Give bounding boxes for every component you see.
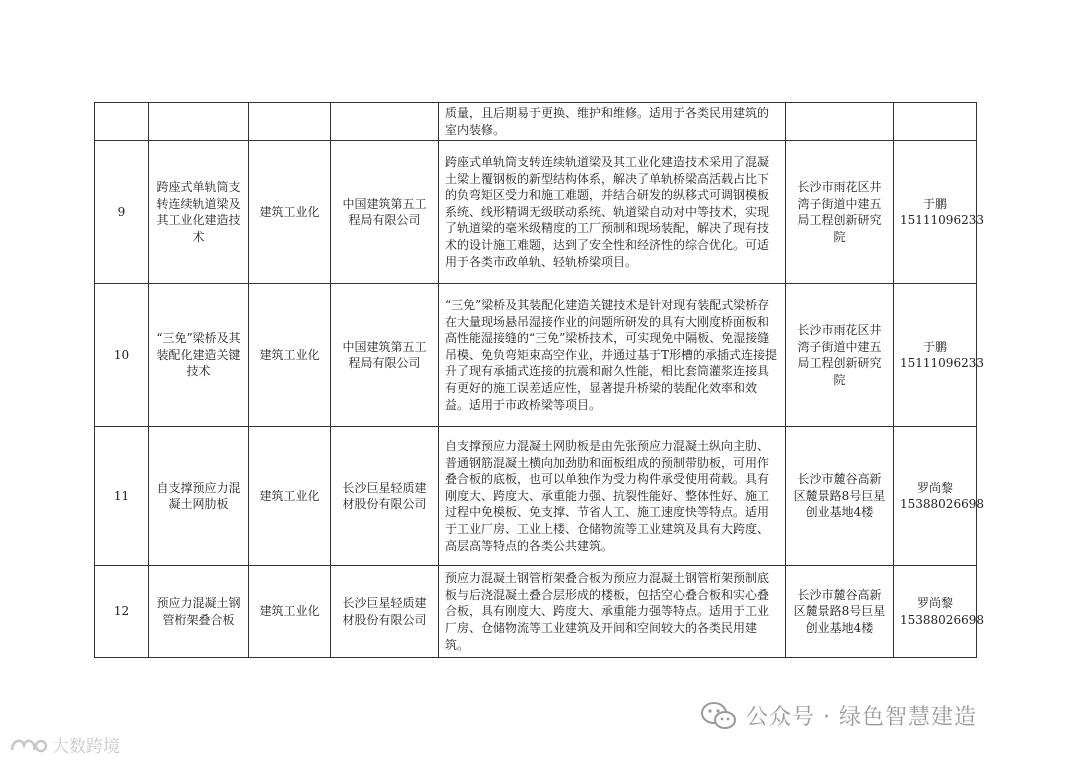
tech-description: “三免”梁桥及其装配化建造关键技术是针对现有装配式梁桥存在大量现场悬吊湿接作业的问题所研发的具有大刚度桥面板和高性能湿接缝的“三免”梁桥技术，可实现免中隔板、免湿接缝吊模、免负弯矩束高空作业，并通过基于T形槽的承插式连接提升了现有承插式连接的抗震和耐久性能，相比套筒灌浆连接具有更好的施工误差适应性，显著提升桥梁的装配化效率和效益。适用于市政桥梁等项目。 [439, 284, 786, 427]
contact-person: 于鹏 [922, 196, 947, 211]
contact-cell [894, 141, 984, 284]
contact-phone: 15111096233 [900, 213, 984, 228]
contact-cell [894, 427, 984, 566]
row-number: 9 [95, 141, 149, 284]
applicant-org: 长沙巨星轻质建材股份有限公司 [331, 566, 439, 658]
contact-phone: 15388026698 [900, 612, 984, 627]
wechat-icon [700, 701, 738, 731]
contact-person: 于鹏 [922, 339, 947, 354]
row-number [95, 103, 149, 141]
row-number: 12 [95, 566, 149, 658]
contact-address: 长沙市麓谷高新区麓景路8号巨星创业基地4楼 [786, 566, 894, 658]
contact-person: 罗尚黎 [916, 480, 953, 495]
table-row [95, 427, 977, 566]
contact-cell [894, 103, 977, 141]
tech-name: 自支撑预应力混凝土网肋板 [149, 427, 249, 566]
applicant-org: 中国建筑第五工程局有限公司 [331, 141, 439, 284]
contact-address [786, 103, 894, 141]
tech-name: 跨座式单轨筒支转连续轨道梁及其工业化建造技术 [149, 141, 249, 284]
tech-name [149, 103, 249, 141]
tech-description: 自支撑预应力混凝土网肋板是由先张预应力混凝土纵向主肋、普通钢筋混凝土横向加劲肋和面板组成的预制带肋板，可用作叠合板的底板，也可以单独作为受力构件承受使用荷载。具有刚度大、跨度大、承重能力强、抗裂性能好、整体性好、施工过程中免模板、免支撑、节省人工、施工速度快等特点。适用于工业厂房、工业上楼、仓储物流等工业建筑及具有大跨度、高层高等特点的各类公共建筑。 [439, 427, 786, 566]
tech-category: 建筑工业化 [249, 284, 331, 427]
tech-category [249, 103, 331, 141]
dashu-logo-icon [8, 734, 48, 756]
contact-address: 长沙市雨花区井湾子街道中建五局工程创新研究院 [786, 141, 894, 284]
applicant-org: 长沙巨星轻质建材股份有限公司 [331, 427, 439, 566]
row-number: 10 [95, 284, 149, 427]
contact-address: 长沙市雨花区井湾子街道中建五局工程创新研究院 [786, 284, 894, 427]
tech-category: 建筑工业化 [249, 566, 331, 658]
tech-description: 质量，且后期易于更换、维护和维修。适用于各类民用建筑的室内装修。 [439, 103, 786, 141]
tech-description: 跨座式单轨筒支转连续轨道梁及其工业化建造技术采用了混凝土梁上覆钢板的新型结构体系，解决了单轨桥梁高活载占比下的负弯矩区受力和施工难题，并结合研发的纵移式可调钢模板系统、线形精调无级联动系统、轨道梁自动对中等技术，实现了轨道梁的毫米级精度的工厂预制和现场装配，解决了现有技术的设计施工难题，达到了安全性和经济性的综合优化。可适用于各类市政单轨、轻轨桥梁项目。 [439, 141, 786, 284]
applicant-org [331, 103, 439, 141]
contact-phone: 15111096233 [900, 356, 984, 371]
wechat-watermark [700, 700, 977, 731]
contact-phone: 15388026698 [900, 497, 984, 512]
project-table [94, 102, 984, 658]
corner-watermark-text: 大数跨境 [52, 737, 120, 757]
contact-cell [894, 284, 984, 427]
corner-watermark [8, 732, 120, 757]
contact-address: 长沙市麓谷高新区麓景路8号巨星创业基地4楼 [786, 427, 894, 566]
watermark-text: 公众号 · 绿色智慧建造 [746, 705, 977, 730]
tech-name: 预应力混凝土钢管桁架叠合板 [149, 566, 249, 658]
tech-category: 建筑工业化 [249, 141, 331, 284]
applicant-org: 中国建筑第五工程局有限公司 [331, 284, 439, 427]
tech-category: 建筑工业化 [249, 427, 331, 566]
table-row [95, 284, 977, 427]
tech-name: “三免”梁桥及其装配化建造关键技术 [149, 284, 249, 427]
tech-description: 预应力混凝土钢管桁架叠合板为预应力混凝土钢管桁架预制底板与后浇混凝土叠合层形成的楼板，包括空心叠合板和实心叠合板，具有刚度大、跨度大、承重能力强等特点。适用于工业厂房、仓储物流等工业建筑及开间和空间较大的各类民用建筑。 [439, 566, 786, 658]
contact-cell [894, 566, 984, 658]
table-row [95, 141, 977, 284]
table-row [95, 566, 977, 658]
table-row [95, 103, 977, 141]
row-number: 11 [95, 427, 149, 566]
contact-person: 罗尚黎 [916, 596, 953, 611]
